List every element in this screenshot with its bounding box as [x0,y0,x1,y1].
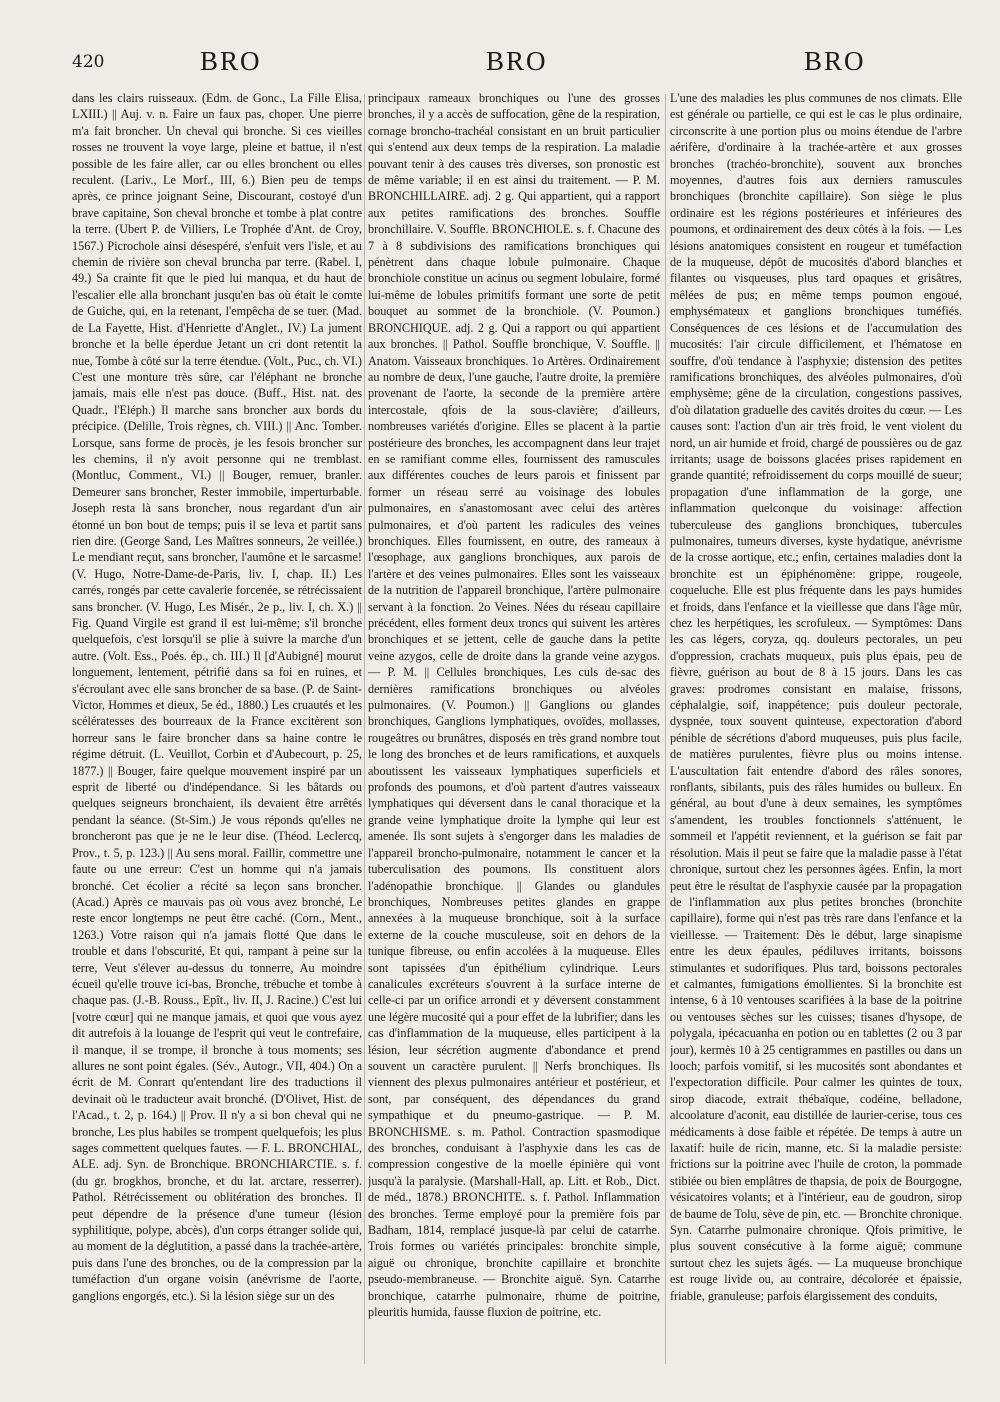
text-column-2 [368,90,660,1380]
column-divider [364,94,365,1364]
column-text: L'une des maladies les plus communes de nos climats. Elle est générale ou partielle, ce qui est le cas le plus ordinaire, circonscrite à une portion plus ou moins étendue de l'arbre aérifère, d'ordinaire à la trachée-artère et aux grosses bronches (trachéo-bronchite), souvent aux bronches moyennes, d'autres fois aux derniers ramuscules bronchiques (bronchite capillaire). Son siège le plus ordinaire est les régions postérieures et inférieures des poumons, et ordinairement des deux côtés à la fois. — Les lésions anatomiques consistent en rougeur et tuméfaction de la muqueuse, dépôt de mucosités d'abord blanches et filantes ou visqueuses, plus tard opaques et grisâtres, mêlées de pus; en même temps poumon engoué, emphysémateux et ganglions bronchiques tuméfiés. Conséquences de ces lésions et de l'accumulation des mucosités: l'air circule difficilement, et l'hématose en souffre, d'où tendance à l'asphyxie; distension des petites ramifications bronchiques, des alvéoles pulmonaires, d'où emphysème; gêne de la circulation, congestions passives, d'où dilatation graduelle des cavités droites du cœur. — Les causes sont: l'action d'un air très froid, le vent violent du nord, un air humide et froid, chargé de poussières ou de gaz irritants; usage de boissons glacées prises rapidement en grande quantité; refroidissement du corps mouillé de sueur; propagation d'une inflammation de la gorge, une inflammation quelconque du voisinage: affection tuberculeuse des ganglions bronchiques, tubercules pulmonaires, tumeurs diverses, kyste hydatique, anévrisme de la crosse aortique, etc.; enfin, certaines maladies dont la bronchite est un épiphénomène: grippe, rougeole, coqueluche. Elle est plus fréquente dans les pays humides et froids, dans l'enfance et la vieillesse que dans l'âge mûr, chez les herpétiques, les scrofuleux. — Symptômes: Dans les cas légers, coryza, qq. douleurs pectorales, un peu d'oppression, crachats muqueux, puis plus épais, peu de fièvre, guérison au bout de 8 à 15 jours. Dans les cas graves: prodromes consistant en malaise, frissons, céphalalgie, soif, inappétence; puis douleur pectorale, dyspnée, toux souvent quinteuse, expectoration d'abord pénible de sécrétions d'abord muqueuses, puis plus facile, de matières purulentes, fièvre plus ou moins intense. L'auscultation fait entendre d'abord des râles sonores, ronflants, sibilants, puis des râles humides ou bulleux. En général, au bout d'une à deux semaines, les symptômes s'amendent, les troubles fonctionnels s'atténuent, le sommeil et l'appétit reviennent, et la guérison se fait par résolution. Mais il peut se faire que la maladie passe à l'état chronique, surtout chez les personnes âgées. Enfin, la mort peut être le résultat de l'asphyxie causée par la propagation de l'inflammation aux plus petites bronches (bronchite capillaire), forme qui n'est pas très rare dans l'enfance et la vieillesse. — Traitement: Dès le début, large sinapisme entre les deux épaules, pédiluves irritants, boissons stimulantes et sudorifiques. Plus tard, boissons pectorales et calmantes, fumigations émollientes. Si la bronchite est intense, 6 à 10 ventouses scarifiées à la base de la poitrine ou ventouses sèches sur les cuisses; tisanes d'hysope, de polygala, ipécacuanha en potion ou en tablettes (2 ou 3 par jour), kermès 10 à 25 centigrammes en pastilles ou dans un looch; parfois vomitif, si les mucosités sont abondantes et l'expectoration difficile. Pour calmer les quintes de toux, sirop diacode, extrait thébaïque, codéine, belladone, alcoolature d'aconit, eau distillée de laurier-cerise, tous ces médicaments à dose faible et répétée. De temps à autre un laxatif: huile de ricin, manne, etc. Si la maladie persiste: frictions sur la poitrine avec l'huile de croton, la pommade stibiée ou bien emplâtres de thapsia, de poix de Bourgogne, vésicatoires volants; et à l'intérieur, eau de goudron, sirop de baume de Tolu, sève de pin, etc. — Bronchite chronique. Syn. Catarrhe pulmonaire chronique. Qfois primitive, le plus souvent consécutive à la forme aiguë; commune surtout chez les sujets âgés. — La muqueuse bronchique est rouge livide ou, au contraire, décolorée et épaissie, friable, granuleuse; parfois élargissement des conduits, [670,91,962,1303]
page-header [0,46,1000,86]
running-head-left: BRO [200,46,262,76]
text-column-3 [670,90,962,1380]
text-column-1 [72,90,362,1380]
column-text: dans les clairs ruisseaux. (Edm. de Gonc., La Fille Elisa, LXIII.) || Auj. v. n. Faire un faux pas, choper. Une pierre m'a fait broncher. Un cheval qui bronche. Si ces vieilles rosses ne trouvent la voye large, pleine et battue, il n'est possible de les faire aller, car ou elles bronchent ou elles reculent. (Lariv., Le Morf., III, 6.) Bien peu de temps après, ce prince joignant Seine, Discourant, costoyé d'un brave capitaine, Son cheval bronche et tombe à plat contre la terre. (Ubert P. de Villiers, Le Trophée d'Ant. de Croy, 1567.) Picrochole ainsi désespéré, s'enfuit vers l'isle, et au chemin de rivière son cheval bruncha par terre. (Rabel. I, 49.) Sa crainte fit que le pied lui manqua, et du haut de l'escalier elle alla bronchant jusqu'en bas où était le comte de Guiche, qui, en la retenant, l'empêcha de se tuer. (Mad. de La Fayette, Hist. d'Henriette d'Anglet., IV.) La jument bronche et la belle éperdue Jetant un cri dont retentit la nue, Tombe à côté sur la terre étendue. (Volt., Puc., ch. VI.) C'est une monture très sûre, car l'éléphant ne bronche jamais, mais elle n'est pas douce. (Buff., Hist. nat. des Quadr., l'Eléph.) Il marche sans broncher aux bords du précipice. (Delille, Trois règnes, ch. VIII.) || Anc. Tomber. Lorsque, sans forme de procès, je les fesois broncher sur les chemins, il n'y avoit personne qui ne tremblast. (Montluc, Comment., VI.) || Bouger, remuer, branler. Demeurer sans broncher, Rester immobile, imperturbable. Joseph resta là sans broncher, nous regardant d'un air étonné un bon bout de temps; puis il se leva et partit sans rien dire. (George Sand, Les Maîtres sonneurs, 2e veillée.) Le mendiant reçut, sans broncher, l'aumône et le sarcasme! (V. Hugo, Notre-Dame-de-Paris, liv. I, chap. II.) Les carrés, rongés par cette cavalerie forcenée, se rétrécissaient sans broncher. (V. Hugo, Les Misér., 2e p., liv. I, ch. X.) || Fig. Quand Virgile est grand il est lui-même; s'il bronche quelquefois, c'est lorsqu'il se plie à suivre la marche d'un autre. (Volt. Ess., Poés. ép., ch. III.) Il [d'Aubigné] mourut longuement, lentement, pétrifié dans sa foi en ruines, et s'écroulant avec elle sans broncher de sa base. (P. de Saint-Victor, Hommes et dieux, 5e éd., 1880.) Les cruautés et les scélératesses des bourreaux de la France excitèrent son horreur sans le faire broncher dans sa haine contre le régime détruit. (L. Veuillot, Corbin et d'Aubecourt, p. 25, 1877.) || Bouger, faire quelque mouvement inspiré par un esprit de liberté ou d'indépendance. Si les bâtards ou quelques seigneurs bronchaient, ils devaient être arrêtés pendant la séance. (St-Sim.) Je vous réponds qu'elles ne broncheront pas que je ne le leur dise. (Théod. Leclercq, Prov., t. 5, p. 123.) || Au sens moral. Faillir, commettre une faute ou une erreur: C'est un homme qui n'a jamais bronché. Cet écolier a récité sa leçon sans broncher. (Acad.) Après ce mauvais pas où vous avez bronché, Le reste encor longtemps ne peut être caché. (Corn., Ment., 1263.) Votre raison qui n'a jamais flotté Que dans le trouble et dans l'obscurité, Et qui, rampant à peine sur la terre, Veut s'élever au-dessus du tonnerre, Au moindre écueil qu'elle trouve ici-bas, Bronche, trébuche et tombe à chaque pas. (J.-B. Rouss., Epît., liv. II, J. Racine.) C'est lui [votre cœur] qui ne manque jamais, et quoi que vous ayez dit autrefois à la louange de l'esprit qui veut le contrefaire, il manque, il se trompe, il bronche à tous moments; ses allures ne sont point égales. (Sév., Autogr., VII, 404.) On a écrit de M. Conrart qu'entendant lire des traductions il devinait où le traducteur avait bronché. (D'Olivet, Hist. de l'Acad., t. 2, p. 164.) || Prov. Il n'y a si bon cheval qui ne bronche, Les plus habiles se trompent quelquefois; les plus sages commettent quelques fautes. — F. L. BRONCHIAL, ALE. adj. Syn. de Bronchique. BRONCHIARCTIE. s. f. (du gr. brogkhos, bronche, et du lat. arctare, resserrer). Pathol. Rétrécissement ou oblitération des bronches. Il peut dépendre de la présence d'une tumeur (lésion syphilitique, polype, abcès), d'un corps étranger solide qui, au moment de la déglutition, a passé dans la trachée-artère, puis dans l'une des bronches, ou de la compression par la tuméfaction d'un organe voisin (anévrisme de l'aorte, ganglions engorgés, etc.). Si la lésion siège sur un des [72,91,362,1303]
column-text: principaux rameaux bronchiques ou l'une des grosses bronches, il y a accès de suffocation, gêne de la respiration, cornage broncho-trachéal consistant en un bruit particulier qui s'entend aux deux temps de la respiration. La maladie pouvant tenir à des causes très diverses, son pronostic est de même variable; il en est ainsi du traitement. — P. M. BRONCHILLAIRE. adj. 2 g. Qui appartient, qui a rapport aux petites ramifications des bronches. Souffle bronchillaire. V. Souffle. BRONCHIOLE. s. f. Chacune des 7 à 8 subdivisions des ramifications bronchiques qui pénètrent dans chaque lobule pulmonaire. Chaque bronchiole constitue un acinus ou segment lobulaire, formé lui-même de lobules primitifs formant une sorte de petit bouquet au sommet de la bronchiole. (V. Poumon.) BRONCHIQUE. adj. 2 g. Qui a rapport ou qui appartient aux bronches. || Pathol. Souffle bronchique, V. Souffle. || Anatom. Vaisseaux bronchiques. 1o Artères. Ordinairement au nombre de deux, l'une gauche, l'autre droite, la première provenant de l'aorte, la seconde de la première artère intercostale, qfois de la sous-clavière; d'ailleurs, nombreuses variétés d'origine. Elles se placent à la partie postérieure des bronches, les accompagnent dans leur trajet en se ramifiant comme elles, fournissent des ramuscules aux différentes couches de leurs parois et finissent par former un réseau serré au voisinage des lobules pulmonaires, en s'anastomosant avec celui des artères pulmonaires, et d'où partent les radicules des veines bronchiques. Elles fournissent, en outre, des rameaux à l'œsophage, aux ganglions bronchiques, aux parois de l'artère et des veines pulmonaires. Elles sont les vaisseaux de la nutrition de l'appareil bronchique, l'artère pulmonaire servant à la fonction. 2o Veines. Nées du réseau capillaire précédent, elles forment deux troncs qui suivent les artères bronchiques et se jettent, celle de gauche dans la petite veine azygos, celle de droite dans la grande veine azygos. — P. M. || Cellules bronchiques, Les culs de-sac des dernières ramifications bronchiques ou alvéoles pulmonaires. (V. Poumon.) || Ganglions ou glandes bronchiques, Ganglions lymphatiques, ovoïdes, mollasses, rougeâtres ou brunâtres, disposés en très grand nombre tout le long des bronches et de leurs ramifications, et auxquels aboutissent les vaisseaux lymphatiques superficiels et profonds des poumons, et d'où partent d'autres vaisseaux lymphatiques qui déversent dans le canal thoracique et la grande veine lymphatique droite la lymphe qui leur est amenée. Ils sont sujets à s'engorger dans les maladies de l'appareil broncho-pulmonaire, notamment le cancer et la tuberculisation des poumons. Ils constituent alors l'adénopathie bronchique. || Glandes ou glandules bronchiques, Nombreuses petites glandes en grappe annexées à la muqueuse bronchique, soit à la surface externe de la couche musculeuse, soit en dehors de la tunique fibreuse, ou enfin accolées à la muqueuse. Elles sont tapissées d'un épithélium cylindrique. Leurs canalicules excréteurs s'ouvrent à la surface interne de celle-ci par un orifice arrondi et y déversent constamment une légère mucosité qui a pour effet de la lubrifier; dans les cas d'inflammation de la muqueuse, elles participent à la lésion, leur sécrétion augmente d'abondance et prend souvent un caractère purulent. || Nerfs bronchiques. Ils viennent des plexus pulmonaires antérieur et postérieur, et sont, par conséquent, des dépendances du grand sympathique et du pneumo-gastrique. — P. M. BRONCHISME. s. m. Pathol. Contraction spasmodique des bronches, conduisant à l'asphyxie dans les cas de compression congestive de la moelle épinière qui vont jusqu'à la paralysie. (Marshall-Hall, ap. Litt. et Rob., Dict. de méd., 1878.) BRONCHITE. s. f. Pathol. Inflammation des bronches. Terme employé pour la première fois par Badham, 1814, remplacé jusque-là par celui de catarrhe. Trois formes ou variétés principales: bronchite simple, aiguë ou chronique, bronchite capillaire et bronchite pseudo-membraneuse. — Bronchite aiguë. Syn. Catarrhe bronchique, catarrhe pulmonaire, rhume de poitrine, pleuritis humida, fausse fluxion de poitrine, etc. [368,91,660,1320]
page-number: 420 [72,52,105,72]
column-divider [665,94,666,1364]
running-head-right: BRO [804,46,866,76]
running-head-center: BRO [486,46,548,76]
